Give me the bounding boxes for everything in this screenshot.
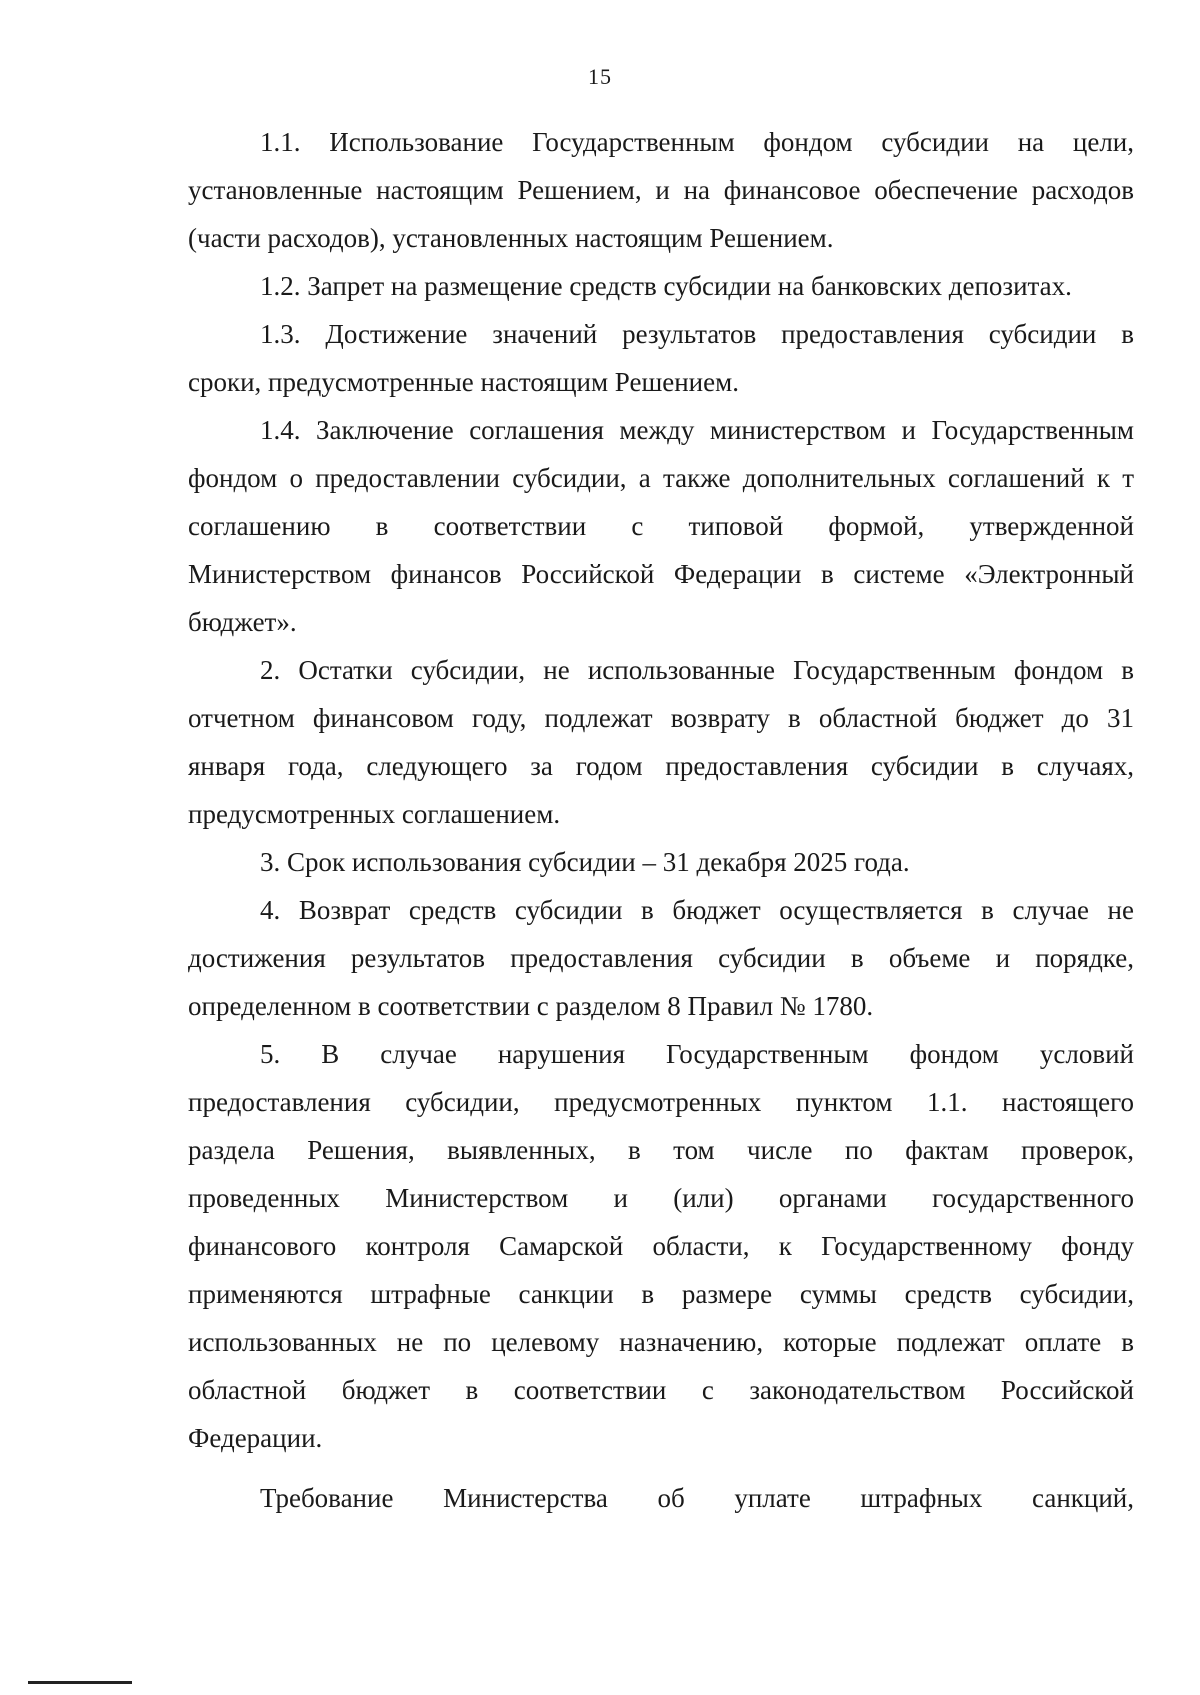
text-line: соглашению в соответствии с типовой формой, утвержденной [188,511,1134,541]
text-line: 3. Срок использования субсидии – 31 декабря 2025 года. [260,847,910,877]
text-line: применяются штрафные санкции в размере суммы средств субсидии, [188,1279,1134,1309]
text-line: раздела Решения, выявленных, в том числе по фактам проверок, [188,1135,1134,1165]
text-line: областной бюджет в соответствии с законодательством Российской [188,1375,1134,1405]
text-line: 2. Остатки субсидии, не использованные Государственным фондом в [260,655,1134,685]
text-line: достижения результатов предоставления субсидии в объеме и порядке, [188,943,1134,973]
text-line: установленные настоящим Решением, и на финансовое обеспечение расходов [188,175,1134,205]
text-line: 1.3. Достижение значений результатов предоставления субсидии в [260,319,1134,349]
text-line: определенном в соответствии с разделом 8 Правил № 1780. [188,991,874,1021]
text-line: Федерации. [188,1423,323,1453]
text-line: предоставления субсидии, предусмотренных пунктом 1.1. настоящего [188,1087,1134,1117]
text-line: проведенных Министерством и (или) органами государственного [188,1183,1134,1213]
text-line: фондом о предоставлении субсидии, а также дополнительных соглашений к т [188,463,1134,493]
text-line: 4. Возврат средств субсидии в бюджет осуществляется в случае не [260,895,1134,925]
text-line: финансового контроля Самарской области, к Государственному фонду [188,1231,1134,1261]
text-line: использованных не по целевому назначению, которые подлежат оплате в [188,1327,1134,1357]
text-line: отчетном финансовом году, подлежат возврату в областной бюджет до 31 [188,703,1134,733]
text-line: Министерством финансов Российской Федерации в системе «Электронный [188,559,1134,589]
text-line: 1.2. Запрет на размещение средств субсидии на банковских депозитах. [260,271,1072,301]
page-number: 15 [588,64,612,89]
text-line: 1.1. Использование Государственным фондом субсидии на цели, [260,127,1134,157]
text-line: Требование Министерства об уплате штрафных санкций, [260,1483,1134,1513]
text-line: 1.4. Заключение соглашения между министерством и Государственным [260,415,1134,445]
footnote-rule [28,1681,132,1684]
text-line: 5. В случае нарушения Государственным фондом условий [260,1039,1134,1069]
text-line: предусмотренных соглашением. [188,799,561,829]
text-line: сроки, предусмотренные настоящим Решением. [188,367,739,397]
document-body [188,118,1134,1462]
text-line: января года, следующего за годом предоставления субсидии в случаях, [188,751,1134,781]
text-line: (части расходов), установленных настоящим Решением. [188,223,834,253]
text-line: бюджет». [188,607,297,637]
